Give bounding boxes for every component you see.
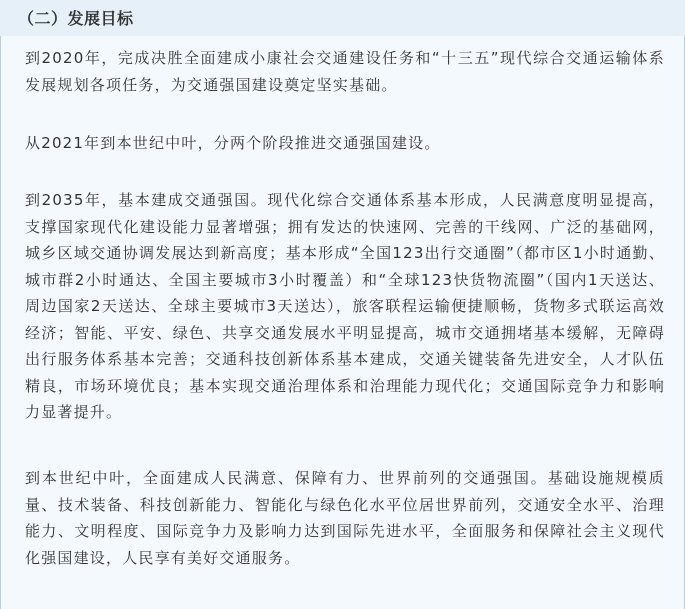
paragraph-two-stages: 从2021年到本世纪中叶，分两个阶段推进交通强国建设。 — [25, 134, 441, 152]
paragraph-2035-goal: 到2035年，基本建成交通强国。现代化综合交通体系基本形成，人民满意度明显提高，支撑国家现代化建设能力显著增强；拥有发达的快速网、完善的干线网、广泛的基础网，城乡区域交通协调发展达到新高度；基本形成“全国123出行交通圈”（都市区1小时通勤、城市群2小时通达、全国主要城市3小时覆盖）和“全球123快货物流圈”（国内1天送达、周边国家2天送达、全球主要城市3天送达），旅客联程运输便捷顺畅，货物多式联运高效经济；智能、平安、绿色、共享交通发展水平明显提高，城市交通拥堵基本缓解，无障碍出行服务体系基本完善；交通科技创新体系基本建成，交通关键装备先进安全，人才队伍精良，市场环境优良；基本实现交通治理体系和治理能力现代化；交通国际竞争力和影响力显著提升。 — [25, 191, 665, 421]
section-heading: （二）发展目标 — [18, 9, 134, 28]
section-body — [0, 36, 685, 609]
section-heading-bar — [0, 0, 685, 36]
paragraph-mid-century-goal: 到本世纪中叶，全面建成人民满意、保障有力、世界前列的交通强国。基础设施规模质量、技术装备、科技创新能力、智能化与绿色化水平位居世界前列，交通安全水平、治理能力、文明程度、国际竞争力及影响力达到国际先进水平，全面服务和保障社会主义现代化强国建设，人民享有美好交通服务。 — [25, 469, 665, 567]
paragraph-2020-goal: 到2020年，完成决胜全面建成小康社会交通建设任务和“十三五”现代综合交通运输体系发展规划各项任务，为交通强国建设奠定坚实基础。 — [25, 49, 665, 94]
